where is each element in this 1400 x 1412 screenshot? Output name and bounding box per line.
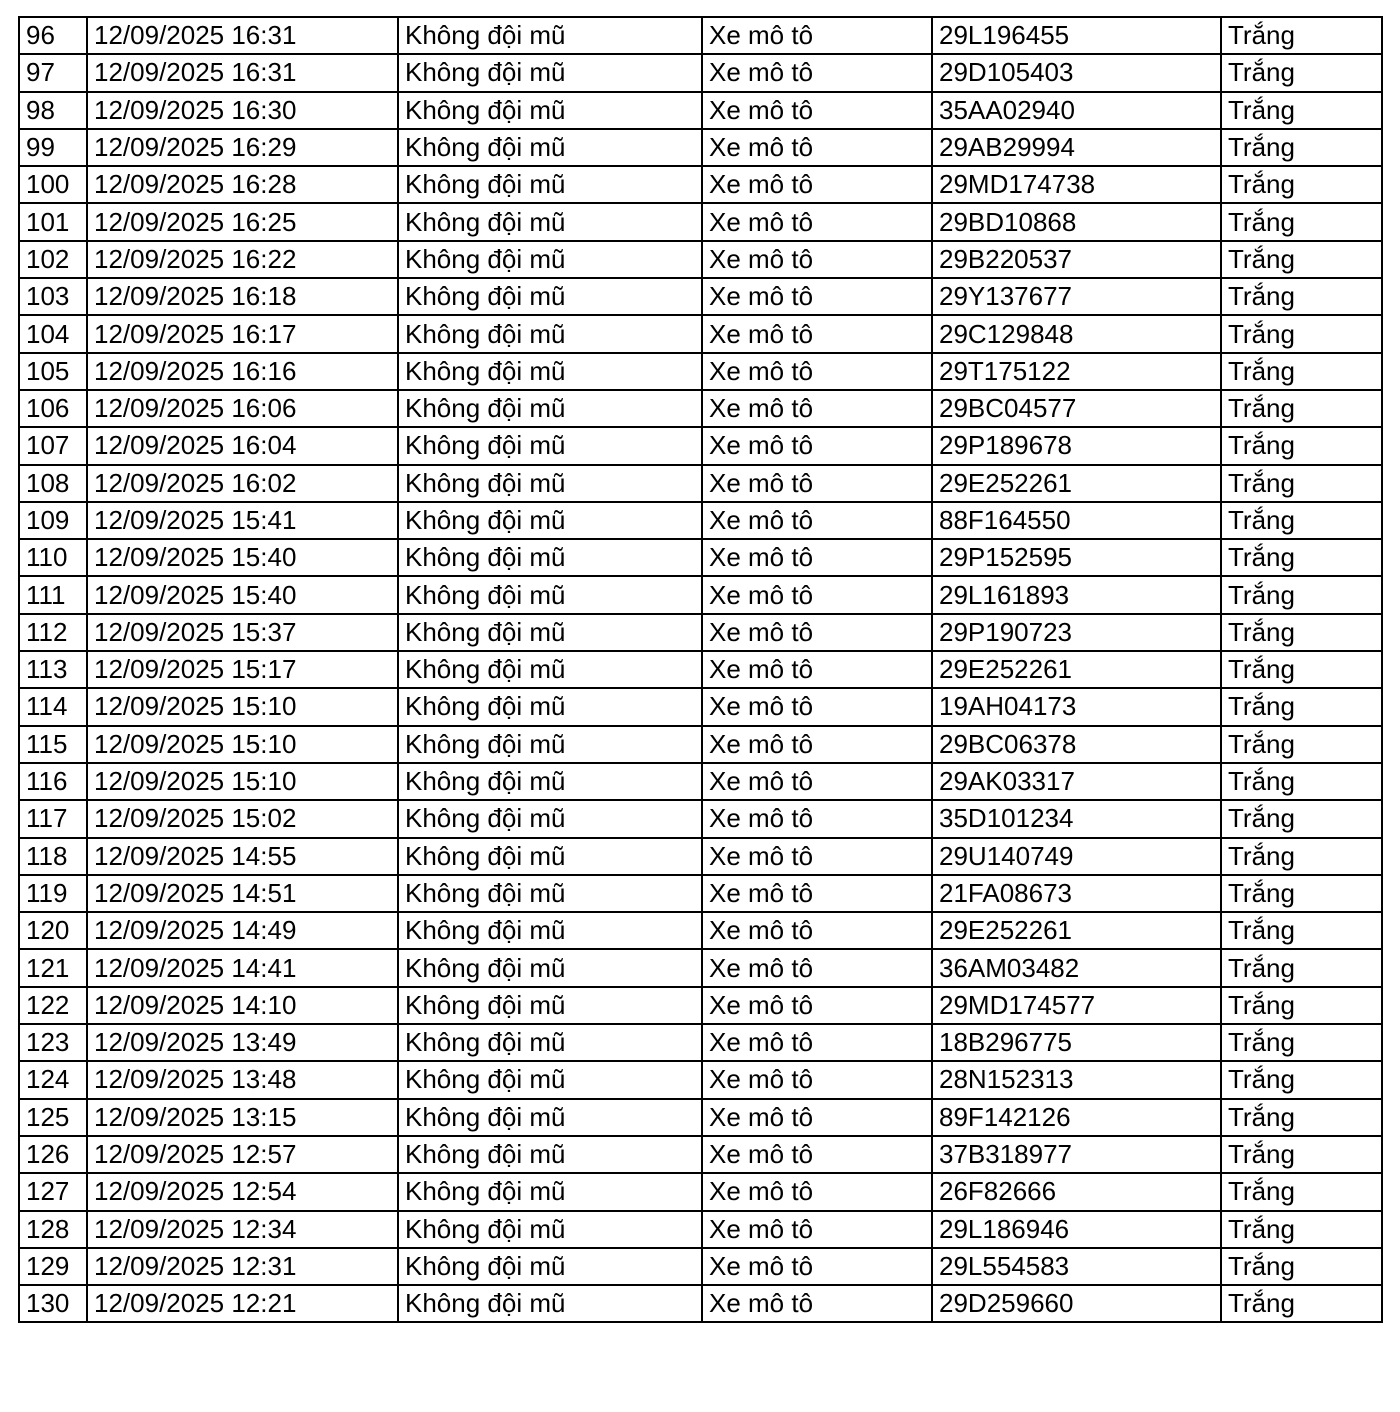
- row-number-cell: 107: [19, 427, 87, 464]
- timestamp-cell: 12/09/2025 16:16: [87, 353, 398, 390]
- plate-color-cell: Trắng: [1221, 1248, 1382, 1285]
- table-row: [19, 949, 1382, 986]
- vehicle-type-cell: Xe mô tô: [702, 427, 932, 464]
- violation-cell: Không đội mũ: [398, 427, 702, 464]
- row-number-cell: 127: [19, 1173, 87, 1210]
- license-plate-cell: 29BC04577: [932, 390, 1221, 427]
- plate-color-cell: Trắng: [1221, 203, 1382, 240]
- timestamp-cell: 12/09/2025 12:57: [87, 1136, 398, 1173]
- timestamp-cell: 12/09/2025 16:22: [87, 241, 398, 278]
- row-number-cell: 99: [19, 129, 87, 166]
- violation-cell: Không đội mũ: [398, 1136, 702, 1173]
- violation-cell: Không đội mũ: [398, 726, 702, 763]
- plate-color-cell: Trắng: [1221, 875, 1382, 912]
- timestamp-cell: 12/09/2025 13:15: [87, 1099, 398, 1136]
- plate-color-cell: Trắng: [1221, 129, 1382, 166]
- plate-color-cell: Trắng: [1221, 166, 1382, 203]
- timestamp-cell: 12/09/2025 14:51: [87, 875, 398, 912]
- violation-cell: Không đội mũ: [398, 17, 702, 54]
- row-number-cell: 125: [19, 1099, 87, 1136]
- license-plate-cell: 29U140749: [932, 838, 1221, 875]
- table-row: [19, 726, 1382, 763]
- row-number-cell: 122: [19, 987, 87, 1024]
- plate-color-cell: Trắng: [1221, 726, 1382, 763]
- license-plate-cell: 29D105403: [932, 54, 1221, 91]
- table-row: [19, 838, 1382, 875]
- row-number-cell: 112: [19, 614, 87, 651]
- row-number-cell: 110: [19, 539, 87, 576]
- violation-cell: Không đội mũ: [398, 1211, 702, 1248]
- vehicle-type-cell: Xe mô tô: [702, 1248, 932, 1285]
- table-row: [19, 203, 1382, 240]
- row-number-cell: 129: [19, 1248, 87, 1285]
- license-plate-cell: 29BC06378: [932, 726, 1221, 763]
- license-plate-cell: 19AH04173: [932, 688, 1221, 725]
- row-number-cell: 117: [19, 800, 87, 837]
- row-number-cell: 113: [19, 651, 87, 688]
- timestamp-cell: 12/09/2025 13:49: [87, 1024, 398, 1061]
- table-row: [19, 1248, 1382, 1285]
- violation-cell: Không đội mũ: [398, 1061, 702, 1098]
- license-plate-cell: 29L161893: [932, 576, 1221, 613]
- row-number-cell: 116: [19, 763, 87, 800]
- plate-color-cell: Trắng: [1221, 1061, 1382, 1098]
- plate-color-cell: Trắng: [1221, 949, 1382, 986]
- table-row: [19, 17, 1382, 54]
- row-number-cell: 98: [19, 92, 87, 129]
- plate-color-cell: Trắng: [1221, 1024, 1382, 1061]
- row-number-cell: 115: [19, 726, 87, 763]
- plate-color-cell: Trắng: [1221, 651, 1382, 688]
- timestamp-cell: 12/09/2025 16:02: [87, 465, 398, 502]
- violation-cell: Không đội mũ: [398, 576, 702, 613]
- license-plate-cell: 29E252261: [932, 465, 1221, 502]
- vehicle-type-cell: Xe mô tô: [702, 800, 932, 837]
- timestamp-cell: 12/09/2025 15:10: [87, 763, 398, 800]
- license-plate-cell: 29AK03317: [932, 763, 1221, 800]
- table-row: [19, 427, 1382, 464]
- row-number-cell: 121: [19, 949, 87, 986]
- table-row: [19, 1099, 1382, 1136]
- vehicle-type-cell: Xe mô tô: [702, 241, 932, 278]
- plate-color-cell: Trắng: [1221, 987, 1382, 1024]
- vehicle-type-cell: Xe mô tô: [702, 17, 932, 54]
- license-plate-cell: 29MD174577: [932, 987, 1221, 1024]
- table-row: [19, 614, 1382, 651]
- violation-cell: Không đội mũ: [398, 539, 702, 576]
- violation-cell: Không đội mũ: [398, 688, 702, 725]
- license-plate-cell: 29P190723: [932, 614, 1221, 651]
- plate-color-cell: Trắng: [1221, 241, 1382, 278]
- timestamp-cell: 12/09/2025 12:21: [87, 1285, 398, 1322]
- license-plate-cell: 26F82666: [932, 1173, 1221, 1210]
- license-plate-cell: 28N152313: [932, 1061, 1221, 1098]
- violation-cell: Không đội mũ: [398, 241, 702, 278]
- license-plate-cell: 29MD174738: [932, 166, 1221, 203]
- plate-color-cell: Trắng: [1221, 1285, 1382, 1322]
- violation-cell: Không đội mũ: [398, 800, 702, 837]
- row-number-cell: 96: [19, 17, 87, 54]
- plate-color-cell: Trắng: [1221, 688, 1382, 725]
- license-plate-cell: 36AM03482: [932, 949, 1221, 986]
- vehicle-type-cell: Xe mô tô: [702, 54, 932, 91]
- plate-color-cell: Trắng: [1221, 1211, 1382, 1248]
- row-number-cell: 124: [19, 1061, 87, 1098]
- timestamp-cell: 12/09/2025 16:18: [87, 278, 398, 315]
- timestamp-cell: 12/09/2025 15:41: [87, 502, 398, 539]
- vehicle-type-cell: Xe mô tô: [702, 129, 932, 166]
- row-number-cell: 104: [19, 315, 87, 352]
- plate-color-cell: Trắng: [1221, 1136, 1382, 1173]
- vehicle-type-cell: Xe mô tô: [702, 465, 932, 502]
- plate-color-cell: Trắng: [1221, 427, 1382, 464]
- plate-color-cell: Trắng: [1221, 465, 1382, 502]
- plate-color-cell: Trắng: [1221, 1173, 1382, 1210]
- plate-color-cell: Trắng: [1221, 17, 1382, 54]
- violation-cell: Không đội mũ: [398, 54, 702, 91]
- vehicle-type-cell: Xe mô tô: [702, 1024, 932, 1061]
- timestamp-cell: 12/09/2025 16:28: [87, 166, 398, 203]
- violation-cell: Không đội mũ: [398, 987, 702, 1024]
- row-number-cell: 100: [19, 166, 87, 203]
- violations-table: [18, 16, 1383, 1323]
- table-row: [19, 1024, 1382, 1061]
- violation-cell: Không đội mũ: [398, 1099, 702, 1136]
- timestamp-cell: 12/09/2025 15:37: [87, 614, 398, 651]
- violation-cell: Không đội mũ: [398, 92, 702, 129]
- plate-color-cell: Trắng: [1221, 576, 1382, 613]
- license-plate-cell: 37B318977: [932, 1136, 1221, 1173]
- table-row: [19, 241, 1382, 278]
- table-row: [19, 54, 1382, 91]
- license-plate-cell: 29B220537: [932, 241, 1221, 278]
- violations-table-body: [19, 17, 1382, 1322]
- row-number-cell: 130: [19, 1285, 87, 1322]
- vehicle-type-cell: Xe mô tô: [702, 987, 932, 1024]
- timestamp-cell: 12/09/2025 16:30: [87, 92, 398, 129]
- timestamp-cell: 12/09/2025 16:04: [87, 427, 398, 464]
- row-number-cell: 109: [19, 502, 87, 539]
- table-row: [19, 763, 1382, 800]
- row-number-cell: 120: [19, 912, 87, 949]
- license-plate-cell: 29E252261: [932, 912, 1221, 949]
- license-plate-cell: 88F164550: [932, 502, 1221, 539]
- vehicle-type-cell: Xe mô tô: [702, 614, 932, 651]
- license-plate-cell: 29AB29994: [932, 129, 1221, 166]
- table-row: [19, 576, 1382, 613]
- plate-color-cell: Trắng: [1221, 763, 1382, 800]
- row-number-cell: 106: [19, 390, 87, 427]
- license-plate-cell: 29L554583: [932, 1248, 1221, 1285]
- plate-color-cell: Trắng: [1221, 539, 1382, 576]
- row-number-cell: 101: [19, 203, 87, 240]
- license-plate-cell: 29L186946: [932, 1211, 1221, 1248]
- license-plate-cell: 29D259660: [932, 1285, 1221, 1322]
- vehicle-type-cell: Xe mô tô: [702, 278, 932, 315]
- violation-cell: Không đội mũ: [398, 353, 702, 390]
- violation-cell: Không đội mũ: [398, 949, 702, 986]
- timestamp-cell: 12/09/2025 14:41: [87, 949, 398, 986]
- table-row: [19, 688, 1382, 725]
- timestamp-cell: 12/09/2025 15:02: [87, 800, 398, 837]
- violation-cell: Không đội mũ: [398, 763, 702, 800]
- violation-cell: Không đội mũ: [398, 203, 702, 240]
- violation-cell: Không đội mũ: [398, 614, 702, 651]
- timestamp-cell: 12/09/2025 14:55: [87, 838, 398, 875]
- vehicle-type-cell: Xe mô tô: [702, 353, 932, 390]
- plate-color-cell: Trắng: [1221, 838, 1382, 875]
- violation-cell: Không đội mũ: [398, 1285, 702, 1322]
- table-row: [19, 92, 1382, 129]
- timestamp-cell: 12/09/2025 12:34: [87, 1211, 398, 1248]
- timestamp-cell: 12/09/2025 15:10: [87, 688, 398, 725]
- license-plate-cell: 21FA08673: [932, 875, 1221, 912]
- row-number-cell: 105: [19, 353, 87, 390]
- row-number-cell: 114: [19, 688, 87, 725]
- license-plate-cell: 35AA02940: [932, 92, 1221, 129]
- timestamp-cell: 12/09/2025 16:31: [87, 54, 398, 91]
- vehicle-type-cell: Xe mô tô: [702, 763, 932, 800]
- vehicle-type-cell: Xe mô tô: [702, 92, 932, 129]
- license-plate-cell: 29P189678: [932, 427, 1221, 464]
- vehicle-type-cell: Xe mô tô: [702, 949, 932, 986]
- row-number-cell: 128: [19, 1211, 87, 1248]
- license-plate-cell: 18B296775: [932, 1024, 1221, 1061]
- plate-color-cell: Trắng: [1221, 800, 1382, 837]
- plate-color-cell: Trắng: [1221, 278, 1382, 315]
- table-row: [19, 502, 1382, 539]
- plate-color-cell: Trắng: [1221, 614, 1382, 651]
- license-plate-cell: 29C129848: [932, 315, 1221, 352]
- vehicle-type-cell: Xe mô tô: [702, 1136, 932, 1173]
- vehicle-type-cell: Xe mô tô: [702, 1173, 932, 1210]
- table-row: [19, 1136, 1382, 1173]
- violation-cell: Không đội mũ: [398, 166, 702, 203]
- violation-cell: Không đội mũ: [398, 875, 702, 912]
- timestamp-cell: 12/09/2025 16:25: [87, 203, 398, 240]
- row-number-cell: 108: [19, 465, 87, 502]
- vehicle-type-cell: Xe mô tô: [702, 203, 932, 240]
- timestamp-cell: 12/09/2025 15:10: [87, 726, 398, 763]
- violation-cell: Không đội mũ: [398, 465, 702, 502]
- vehicle-type-cell: Xe mô tô: [702, 875, 932, 912]
- row-number-cell: 111: [19, 576, 87, 613]
- table-row: [19, 800, 1382, 837]
- license-plate-cell: 29Y137677: [932, 278, 1221, 315]
- plate-color-cell: Trắng: [1221, 315, 1382, 352]
- row-number-cell: 103: [19, 278, 87, 315]
- violation-cell: Không đội mũ: [398, 651, 702, 688]
- vehicle-type-cell: Xe mô tô: [702, 166, 932, 203]
- violation-cell: Không đội mũ: [398, 502, 702, 539]
- table-row: [19, 465, 1382, 502]
- table-row: [19, 1285, 1382, 1322]
- vehicle-type-cell: Xe mô tô: [702, 502, 932, 539]
- row-number-cell: 102: [19, 241, 87, 278]
- license-plate-cell: 29E252261: [932, 651, 1221, 688]
- vehicle-type-cell: Xe mô tô: [702, 651, 932, 688]
- vehicle-type-cell: Xe mô tô: [702, 315, 932, 352]
- vehicle-type-cell: Xe mô tô: [702, 688, 932, 725]
- vehicle-type-cell: Xe mô tô: [702, 390, 932, 427]
- plate-color-cell: Trắng: [1221, 912, 1382, 949]
- table-row: [19, 353, 1382, 390]
- violation-cell: Không đội mũ: [398, 1024, 702, 1061]
- violation-cell: Không đội mũ: [398, 838, 702, 875]
- license-plate-cell: 29L196455: [932, 17, 1221, 54]
- table-row: [19, 1061, 1382, 1098]
- timestamp-cell: 12/09/2025 12:31: [87, 1248, 398, 1285]
- timestamp-cell: 12/09/2025 15:40: [87, 539, 398, 576]
- table-row: [19, 315, 1382, 352]
- timestamp-cell: 12/09/2025 13:48: [87, 1061, 398, 1098]
- vehicle-type-cell: Xe mô tô: [702, 1285, 932, 1322]
- license-plate-cell: 89F142126: [932, 1099, 1221, 1136]
- violation-cell: Không đội mũ: [398, 129, 702, 166]
- timestamp-cell: 12/09/2025 15:40: [87, 576, 398, 613]
- table-row: [19, 912, 1382, 949]
- vehicle-type-cell: Xe mô tô: [702, 1061, 932, 1098]
- timestamp-cell: 12/09/2025 16:29: [87, 129, 398, 166]
- plate-color-cell: Trắng: [1221, 353, 1382, 390]
- vehicle-type-cell: Xe mô tô: [702, 838, 932, 875]
- plate-color-cell: Trắng: [1221, 54, 1382, 91]
- license-plate-cell: 29P152595: [932, 539, 1221, 576]
- violation-cell: Không đội mũ: [398, 315, 702, 352]
- row-number-cell: 123: [19, 1024, 87, 1061]
- table-row: [19, 875, 1382, 912]
- license-plate-cell: 29BD10868: [932, 203, 1221, 240]
- row-number-cell: 119: [19, 875, 87, 912]
- table-row: [19, 390, 1382, 427]
- table-row: [19, 278, 1382, 315]
- timestamp-cell: 12/09/2025 16:31: [87, 17, 398, 54]
- row-number-cell: 97: [19, 54, 87, 91]
- table-row: [19, 987, 1382, 1024]
- table-row: [19, 539, 1382, 576]
- vehicle-type-cell: Xe mô tô: [702, 1099, 932, 1136]
- timestamp-cell: 12/09/2025 16:17: [87, 315, 398, 352]
- timestamp-cell: 12/09/2025 14:49: [87, 912, 398, 949]
- plate-color-cell: Trắng: [1221, 502, 1382, 539]
- license-plate-cell: 35D101234: [932, 800, 1221, 837]
- row-number-cell: 126: [19, 1136, 87, 1173]
- table-row: [19, 166, 1382, 203]
- vehicle-type-cell: Xe mô tô: [702, 726, 932, 763]
- table-row: [19, 129, 1382, 166]
- license-plate-cell: 29T175122: [932, 353, 1221, 390]
- vehicle-type-cell: Xe mô tô: [702, 912, 932, 949]
- row-number-cell: 118: [19, 838, 87, 875]
- violation-cell: Không đội mũ: [398, 1173, 702, 1210]
- timestamp-cell: 12/09/2025 14:10: [87, 987, 398, 1024]
- violation-cell: Không đội mũ: [398, 1248, 702, 1285]
- vehicle-type-cell: Xe mô tô: [702, 1211, 932, 1248]
- table-row: [19, 1173, 1382, 1210]
- plate-color-cell: Trắng: [1221, 92, 1382, 129]
- table-row: [19, 1211, 1382, 1248]
- vehicle-type-cell: Xe mô tô: [702, 576, 932, 613]
- timestamp-cell: 12/09/2025 15:17: [87, 651, 398, 688]
- plate-color-cell: Trắng: [1221, 390, 1382, 427]
- violation-cell: Không đội mũ: [398, 390, 702, 427]
- timestamp-cell: 12/09/2025 12:54: [87, 1173, 398, 1210]
- violation-cell: Không đội mũ: [398, 278, 702, 315]
- violation-cell: Không đội mũ: [398, 912, 702, 949]
- plate-color-cell: Trắng: [1221, 1099, 1382, 1136]
- timestamp-cell: 12/09/2025 16:06: [87, 390, 398, 427]
- table-row: [19, 651, 1382, 688]
- vehicle-type-cell: Xe mô tô: [702, 539, 932, 576]
